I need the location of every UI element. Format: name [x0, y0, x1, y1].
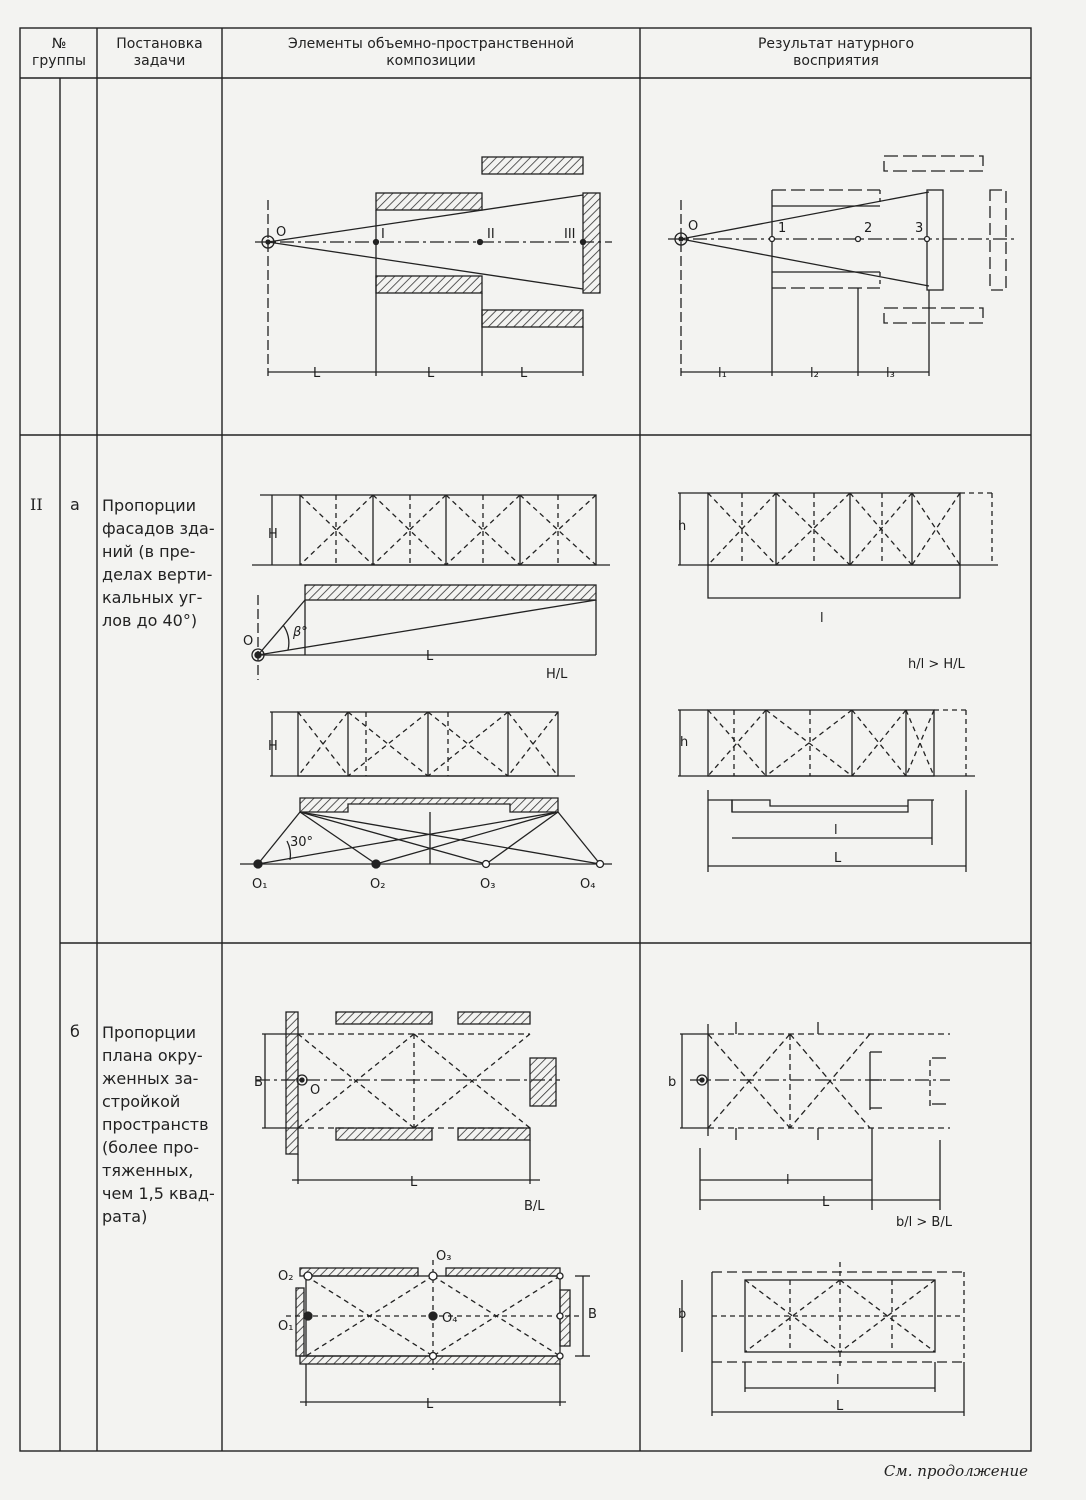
task-text-a: Пропорции фасадов зда- ний (в пре- делах верти- кальных уг- лов до 40°) [102, 496, 215, 630]
label-l-lower-2b: L [426, 1397, 434, 1412]
label-l-2b: L [410, 1175, 418, 1190]
label-ineq-h: h/l > H/L [908, 657, 965, 672]
row2a-right-facade-2 [678, 710, 975, 872]
label-o-2b: O [310, 1083, 321, 1098]
label-l-r-upper: l [820, 611, 824, 626]
label-l1: l₁ [718, 366, 727, 381]
label-ineq-b: b/l > B/L [896, 1215, 952, 1230]
label-o4-b: O₄ [442, 1311, 458, 1326]
row2b-left-plan-1 [256, 1012, 560, 1184]
label-1: 1 [778, 221, 787, 236]
label-o: O [276, 225, 287, 240]
row1-right-drawing [668, 156, 1018, 376]
row2a-right-facade-1 [678, 493, 998, 598]
label-2: 2 [864, 221, 873, 236]
label-L-r-lower: L [834, 851, 842, 866]
header-group-no: № группы [32, 36, 86, 69]
label-b-lower: B [588, 1307, 597, 1322]
label-o-2a: O [243, 634, 254, 649]
header-result: Результат натурного восприятия [757, 36, 915, 69]
label-o3-b: O₃ [436, 1249, 452, 1264]
label-b-upper: B [254, 1075, 263, 1090]
label-o2-b: O₂ [278, 1269, 294, 1284]
label-ratio-hl: H/L [546, 667, 568, 682]
label-b-r-lower: b [678, 1307, 687, 1322]
label-l-r-lower-2b: l [836, 1373, 840, 1388]
group-number: II [30, 495, 43, 514]
label-l-2a: L [426, 649, 434, 664]
row2b-right-plan-2 [682, 1262, 964, 1416]
label-o1: O₁ [252, 877, 268, 892]
label-30: 30° [290, 835, 314, 850]
label-b-r-upper: b [668, 1075, 677, 1090]
label-o4: O₄ [580, 877, 596, 892]
header-task: Постановка задачи [116, 36, 203, 69]
label-l3: l₃ [886, 366, 895, 381]
label-l-1: L [313, 366, 321, 381]
label-o3: O₃ [480, 877, 496, 892]
row2b-left-plan-2 [286, 1260, 590, 1406]
label-i: I [381, 227, 385, 242]
label-ii: II [487, 227, 495, 242]
label-l-3: L [520, 366, 528, 381]
continued-note: См. продолжение [883, 1462, 1028, 1480]
label-o-right: O [688, 219, 699, 234]
label-h-r-upper: h [678, 519, 687, 534]
label-l-2: L [427, 366, 435, 381]
label-o2: O₂ [370, 877, 386, 892]
label-beta: β° [293, 625, 308, 640]
label-3: 3 [915, 221, 924, 236]
label-l2: l₂ [810, 366, 819, 381]
subgroup-a: а [70, 495, 80, 514]
label-ratio-bl: B/L [524, 1199, 545, 1214]
label-h-upper: H [268, 527, 278, 542]
label-L-r-lower-2b: L [836, 1399, 844, 1414]
label-L-r-2b: L [822, 1195, 830, 1210]
header-elements: Элементы объемно-пространственной композиции [287, 36, 575, 69]
row2b-right-plan-1 [680, 1022, 950, 1210]
subgroup-b: б [70, 1022, 80, 1041]
label-l-r-lower: l [834, 823, 838, 838]
label-l-r-2b: l [786, 1173, 790, 1188]
row1-left-drawing [255, 157, 612, 376]
task-text-b: Пропорции плана окру- женных за- стройкой пространств (более про- тяженных, чем 1,5 квад- рата) [102, 1023, 215, 1226]
label-h-r-lower: h [680, 735, 689, 750]
label-h-lower: H [268, 739, 278, 754]
label-iii: III [564, 227, 576, 242]
label-o1-b: O₁ [278, 1319, 294, 1334]
